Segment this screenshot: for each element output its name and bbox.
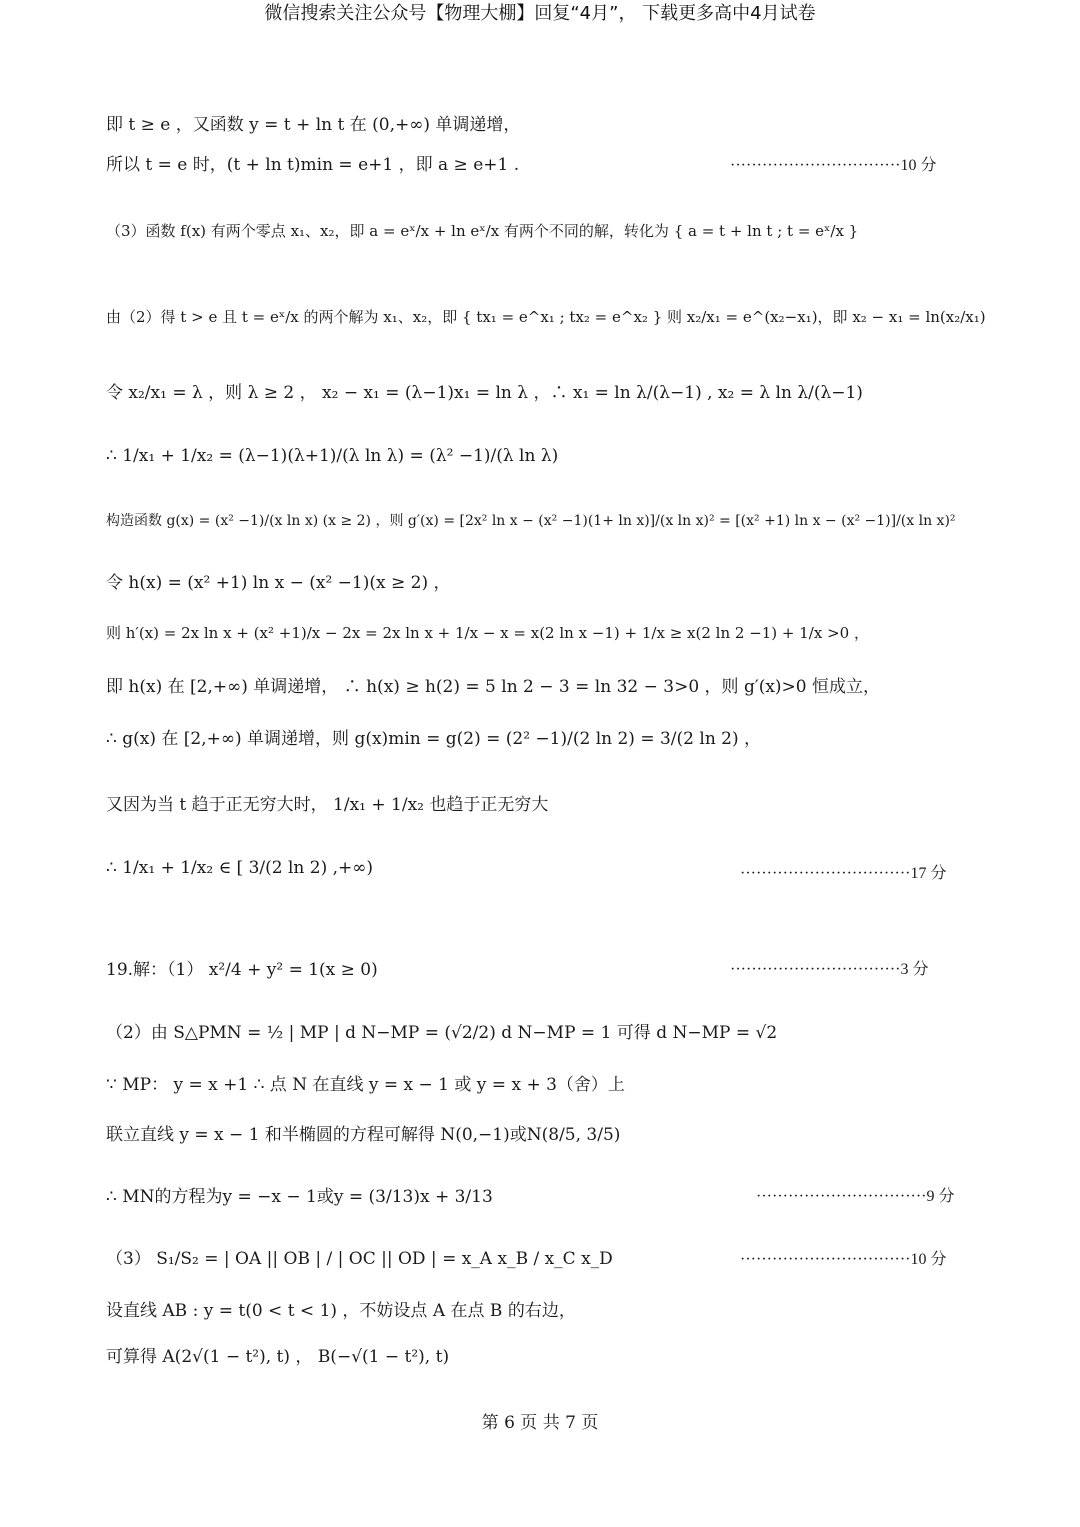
- text-line: ∵ MP： y = x +1 ∴ 点 N 在直线 y = x − 1 或 y = x + 3（舍）上: [106, 1075, 625, 1095]
- text-line: 令 h(x) = (x² +1) ln x − (x² −1)(x ≥ 2) ，: [106, 573, 451, 593]
- score-mark: ································10 分: [740, 1251, 947, 1268]
- text-line: 所以 t = e 时，(t + ln t)min = e+1 ，即 a ≥ e+1 .: [106, 155, 520, 175]
- text-line: 设直线 AB : y = t(0 < t < 1) ，不妨设点 A 在点 B 的右边，: [106, 1301, 576, 1321]
- text-line: 由（2）得 t > e 且 t = eˣ/x 的两个解为 x₁、x₂，即 { tx₁ = e^x₁ ; tx₂ = e^x₂ } 则 x₂/x₁ = e^(x₂−x₁)，即 x₂ − x₁ = ln(x₂/x₁): [106, 308, 986, 326]
- text-line: 构造函数 g(x) = (x² −1)/(x ln x) (x ≥ 2) ，则 g′(x) = [2x² ln x − (x² −1)(1+ ln x)]/(x ln x)² = [(x² +1) ln x − (x² −1)]/(x ln x)²: [106, 513, 956, 529]
- score-mark: ································3 分: [730, 961, 929, 978]
- text-line: 令 x₂/x₁ = λ ，则 λ ≥ 2 ， x₂ − x₁ = (λ−1)x₁ = ln λ ，∴ x₁ = ln λ/(λ−1) , x₂ = λ ln λ/(λ−1): [106, 383, 863, 403]
- text-line: ∴ g(x) 在 [2,+∞) 单调递增，则 g(x)min = g(2) = (2² −1)/(2 ln 2) = 3/(2 ln 2) ，: [106, 729, 762, 749]
- text-line: ∴ 1/x₁ + 1/x₂ = (λ−1)(λ+1)/(λ ln λ) = (λ² −1)/(λ ln λ): [106, 446, 559, 466]
- text-line: 可算得 A(2√(1 − t²), t) ， B(−√(1 − t²), t): [106, 1347, 450, 1367]
- score-mark: ································17 分: [740, 865, 947, 882]
- text-line: 即 t ≥ e ，又函数 y = t + ln t 在 (0,+∞) 单调递增，: [106, 115, 521, 135]
- text-line: 即 h(x) 在 [2,+∞) 单调递增， ∴ h(x) ≥ h(2) = 5 ln 2 − 3 = ln 32 − 3>0 ，则 g′(x)>0 恒成立，: [106, 677, 881, 697]
- text-line: 又因为当 t 趋于正无穷大时， 1/x₁ + 1/x₂ 也趋于正无穷大: [106, 795, 549, 815]
- text-line: （3）函数 f(x) 有两个零点 x₁、x₂，即 a = eˣ/x + ln eˣ/x 有两个不同的解，转化为 { a = t + ln t ; t = eˣ/x }: [106, 222, 859, 240]
- page-number: 第 6 页 共 7 页: [481, 1413, 599, 1433]
- page-banner: 微信搜索关注公众号【物理大棚】回复“4月”， 下载更多高中4月试卷: [264, 3, 816, 24]
- text-line: ∴ MN的方程为y = −x − 1或y = (3/13)x + 3/13: [106, 1187, 493, 1207]
- score-mark: ································10 分: [730, 157, 937, 174]
- text-line: 19.解：（1） x²/4 + y² = 1(x ≥ 0): [106, 960, 378, 980]
- text-line: ∴ 1/x₁ + 1/x₂ ∈ [ 3/(2 ln 2) ,+∞): [106, 858, 374, 878]
- text-line: 则 h′(x) = 2x ln x + (x² +1)/x − 2x = 2x ln x + 1/x − x = x(2 ln x −1) + 1/x ≥ x(2 ln 2 −1) + 1/x >0 ，: [106, 624, 869, 642]
- score-mark: ································9 分: [756, 1188, 955, 1205]
- text-line: 联立直线 y = x − 1 和半椭圆的方程可解得 N(0,−1)或N(8/5, 3/5): [106, 1125, 621, 1145]
- text-line: （2）由 S△PMN = ½ | MP | d N−MP = (√2/2) d N−MP = 1 可得 d N−MP = √2: [106, 1023, 778, 1043]
- text-line: （3） S₁/S₂ = | OA || OB | / | OC || OD | = x_A x_B / x_C x_D: [106, 1249, 613, 1269]
